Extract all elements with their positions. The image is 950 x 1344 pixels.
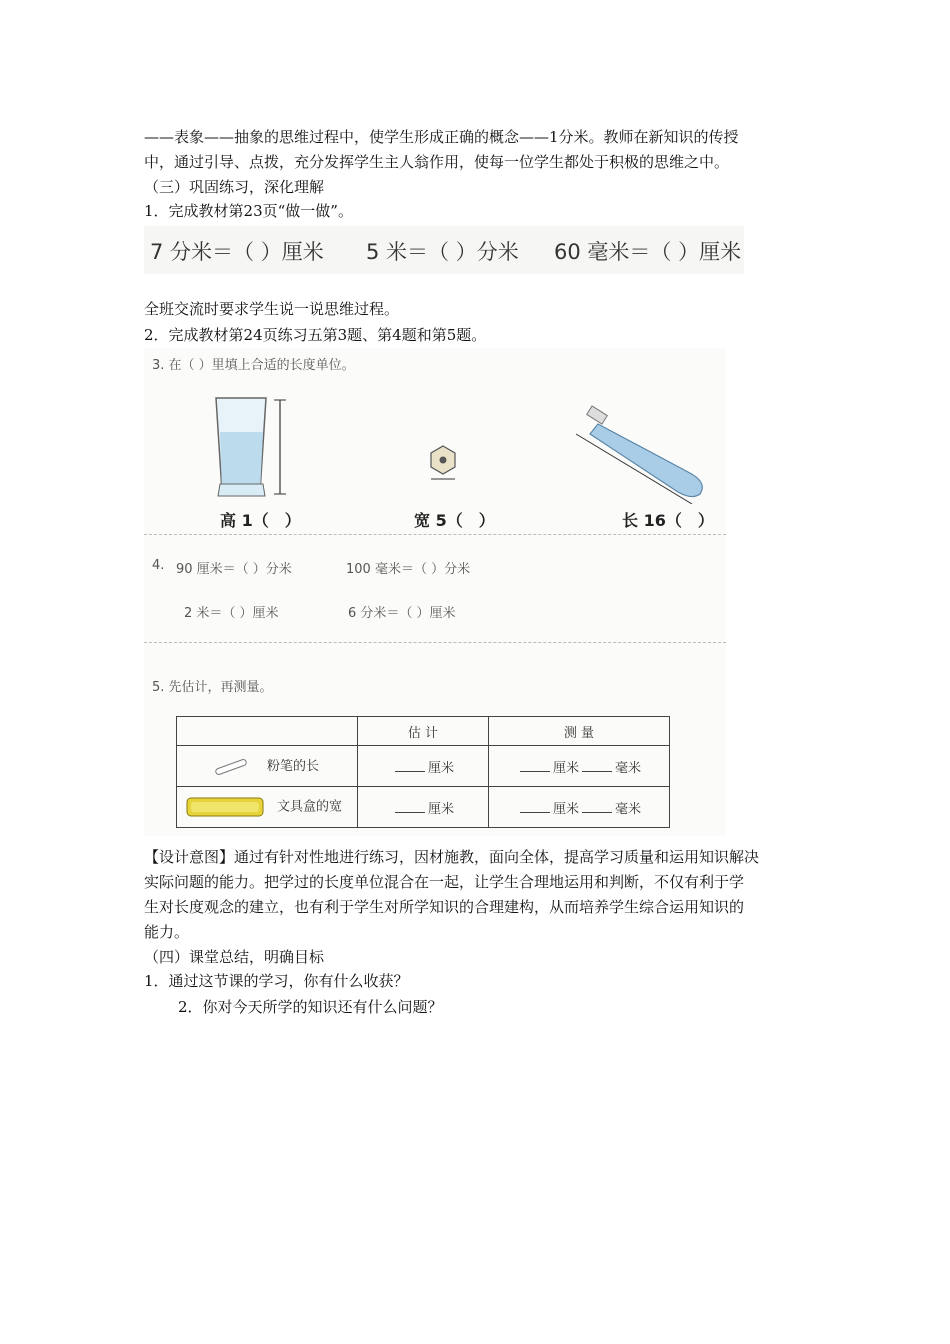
- table-row-label: [177, 746, 358, 787]
- caption: 长 16（ ）: [622, 511, 714, 530]
- row-label: 文具盒的宽: [277, 799, 343, 815]
- section-heading: （四）课堂总结，明确目标: [144, 948, 325, 966]
- list-item: 2．你对今天所学的知识还有什么问题？: [178, 998, 443, 1016]
- list-item: 2．完成教材第24页练习五第3题、第4题和第5题。: [144, 326, 487, 344]
- toothbrush-icon: [568, 404, 718, 504]
- paragraph-line: 【设计意图】通过有针对性地进行练习，因材施教，面向全体，提高学习质量和运用知识解决: [144, 848, 760, 866]
- paragraph-line: 生对长度观念的建立，也有利于学生对所学知识的合理建构，从而培养学生综合运用知识的: [144, 898, 745, 916]
- measure-cell: 厘米 毫米: [489, 746, 670, 787]
- paragraph-line: 全班交流时要求学生说一说思维过程。: [144, 300, 400, 318]
- conversion-exercise-figure: [144, 226, 744, 274]
- paragraph-line: 能力。: [144, 923, 190, 941]
- pencil-box-icon: [183, 792, 267, 822]
- equation: 100 毫米＝（ ）分米: [346, 562, 471, 577]
- paragraph-line: 中，通过引导、点拨，充分发挥学生主人翁作用，使每一位学生都处于积极的思维之中。: [144, 153, 730, 171]
- caption: 高 1（ ）: [220, 511, 301, 530]
- divider: [144, 534, 726, 535]
- estimate-cell: 厘米: [358, 746, 489, 787]
- exercise-figure: [144, 348, 726, 836]
- equation: 6 分米＝（ ）厘米: [348, 606, 456, 621]
- paragraph-line: 实际问题的能力。把学过的长度单位混合在一起，让学生合理地运用和判断，不仅有利于学: [144, 873, 745, 891]
- equation: 60 毫米＝（ ）厘米: [554, 240, 742, 264]
- row-label: 粉笔的长: [267, 759, 320, 775]
- caption: 宽 5（ ）: [414, 511, 495, 530]
- section-heading: （三）巩固练习，深化理解: [144, 178, 325, 196]
- question-title: 3. 在（ ）里填上合适的长度单位。: [152, 358, 355, 373]
- equation: 7 分米＝（ ）厘米: [150, 240, 324, 264]
- equation: 2 米＝（ ）厘米: [184, 606, 279, 621]
- table-header-empty: [177, 717, 358, 746]
- measure-cell: 厘米 毫米: [489, 787, 670, 828]
- table-header: 测 量: [489, 717, 670, 746]
- question-number: 4.: [152, 558, 165, 573]
- estimate-cell: 厘米: [358, 787, 489, 828]
- list-item: 1．完成教材第23页“做一做”。: [144, 202, 353, 220]
- table-row-label: [177, 787, 358, 828]
- paragraph-line: ——表象——抽象的思维过程中，使学生形成正确的概念——1分米。教师在新知识的传授: [144, 128, 739, 146]
- equation: 5 米＝（ ）分米: [366, 240, 519, 264]
- equation: 90 厘米＝（ ）分米: [176, 562, 292, 577]
- divider: [144, 642, 726, 643]
- chalk-icon: [213, 757, 249, 777]
- table-header: 估 计: [358, 717, 489, 746]
- glass-icon: [208, 392, 298, 502]
- list-item: 1．通过这节课的学习，你有什么收获？: [144, 972, 409, 990]
- measure-table: [176, 716, 670, 828]
- nut-icon: [428, 444, 458, 484]
- question-title: 5. 先估计，再测量。: [152, 680, 273, 695]
